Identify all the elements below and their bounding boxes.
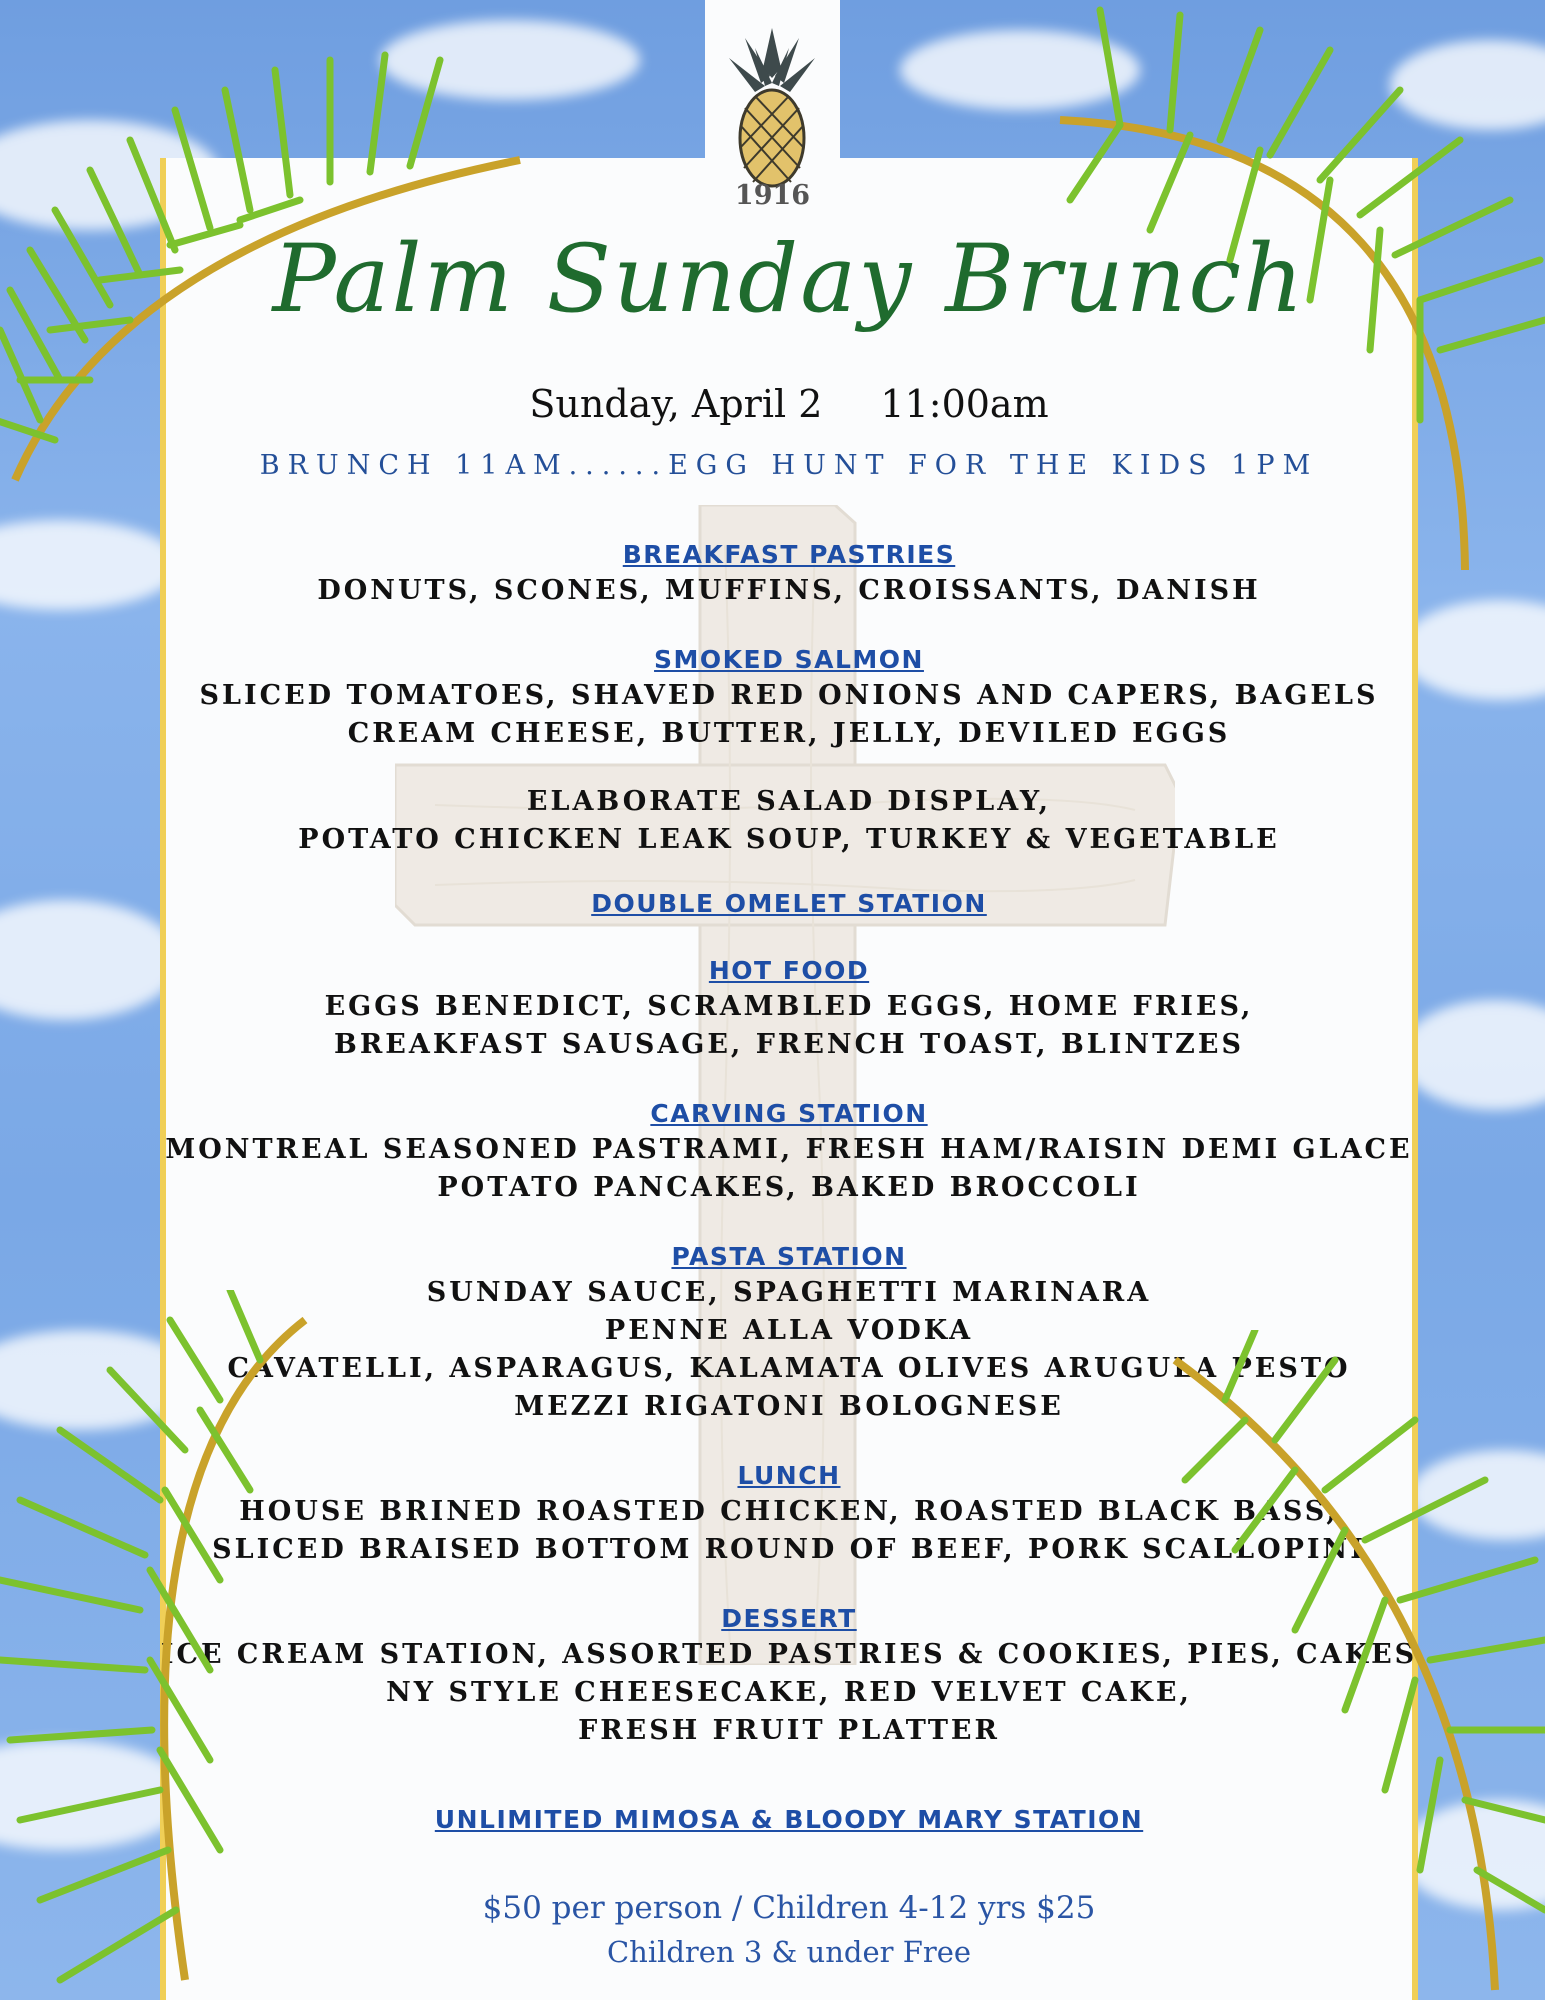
section-spacer: [160, 1207, 1418, 1240]
menu-item-line: NY STYLE CHEESECAKE, RED VELVET CAKE,: [386, 1677, 1192, 1708]
menu-item-line: CAVATELLI, ASPARAGUS, KALAMATA OLIVES ARUGULA PESTO: [227, 1353, 1351, 1384]
menu-item-line: BREAKFAST SAUSAGE, FRENCH TOAST, BLINTZES: [334, 1029, 1244, 1060]
menu-section-heading: BREAKFAST PASTRIES: [622, 540, 956, 569]
section-spacer: [160, 753, 1418, 783]
page-title: Palm Sunday Brunch: [272, 225, 1306, 334]
menu-item-line: MEZZI RIGATONI BOLOGNESE: [514, 1391, 1064, 1422]
event-time: 11:00am: [880, 382, 1049, 426]
menu-item-line: POTATO PANCAKES, BAKED BROCCOLI: [437, 1172, 1141, 1203]
price-line-1: $50 per person / Children 4-12 yrs $25: [482, 1890, 1096, 1926]
price-line-2: Children 3 & under Free: [606, 1935, 972, 1969]
menu-section-heading: LUNCH: [737, 1461, 841, 1490]
menu-item-line: EGGS BENEDICT, SCRAMBLED EGGS, HOME FRIES,: [324, 991, 1254, 1022]
menu-section-heading: DESSERT: [721, 1604, 857, 1633]
menu-item-line: SLICED BRAISED BOTTOM ROUND OF BEEF, PORK SCALLOPINI: [212, 1534, 1366, 1565]
palm-frond-bottom-left-icon: [0, 1290, 330, 2000]
logo-year: 1916: [734, 180, 811, 211]
menu-section: [160, 783, 1418, 859]
section-spacer: [160, 921, 1418, 954]
menu-section: [160, 643, 1418, 753]
menu-item-line: POTATO CHICKEN LEAK SOUP, TURKEY & VEGETABLE: [298, 824, 1280, 855]
menu-section-heading: PASTA STATION: [671, 1242, 907, 1271]
menu-item-line: CREAM CHEESE, BUTTER, JELLY, DEVILED EGGS: [347, 718, 1231, 749]
section-spacer: [160, 1064, 1418, 1097]
menu-item-line: ELABORATE SALAD DISPLAY,: [526, 786, 1052, 817]
menu-item-line: PENNE ALLA VODKA: [604, 1315, 974, 1346]
menu-section-heading: DOUBLE OMELET STATION: [591, 889, 987, 918]
section-spacer: [160, 859, 1418, 887]
menu-item-line: SLICED TOMATOES, SHAVED RED ONIONS AND CAPERS, BAGELS: [199, 680, 1379, 711]
menu-section: [160, 1097, 1418, 1207]
menu-item-line: DONUTS, SCONES, MUFFINS, CROISSANTS, DANISH: [317, 575, 1261, 606]
menu-section: [160, 887, 1418, 921]
menu-item-line: FRESH FRUIT PLATTER: [578, 1715, 1000, 1746]
menu-item-line: MONTREAL SEASONED PASTRAMI, FRESH HAM/RAISIN DEMI GLACE: [165, 1134, 1413, 1165]
menu-item-line: HOUSE BRINED ROASTED CHICKEN, ROASTED BLACK BASS,: [239, 1496, 1339, 1527]
palm-frond-top-left-icon: [0, 0, 560, 500]
menu-item-line: SUNDAY SAUCE, SPAGHETTI MARINARA: [426, 1277, 1152, 1308]
event-date: Sunday, April 2: [529, 382, 823, 426]
menu-section-heading: SMOKED SALMON: [654, 645, 924, 674]
menu-section: [160, 954, 1418, 1064]
section-spacer: [160, 610, 1418, 643]
pineapple-logo-icon: [725, 28, 820, 188]
palm-frond-top-right-icon: [1040, 0, 1545, 580]
menu-item-line: ICE CREAM STATION, ASSORTED PASTRIES & COOKIES, PIES, CAKES: [160, 1639, 1418, 1670]
menu-section-heading: HOT FOOD: [708, 956, 870, 985]
menu-section-heading: CARVING STATION: [650, 1099, 928, 1128]
tagline: BRUNCH 11AM......EGG HUNT FOR THE KIDS 1PM: [259, 450, 1319, 481]
menu-section-heading: UNLIMITED MIMOSA & BLOODY MARY STATION: [434, 1805, 1144, 1834]
palm-frond-bottom-right-icon: [1145, 1330, 1545, 2000]
